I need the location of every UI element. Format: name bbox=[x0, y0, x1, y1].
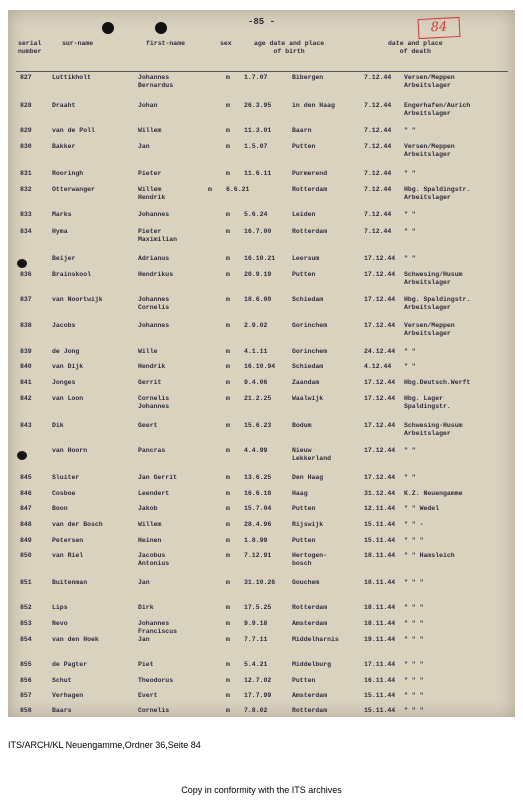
cell-first-name: Geert bbox=[138, 422, 158, 429]
cell-death-place: Versen/Meppen Arbeitslager bbox=[404, 322, 455, 337]
cell-first-name: Cornelis Johannes bbox=[138, 395, 170, 410]
cell-birth-date: 15.7.04 bbox=[244, 505, 272, 512]
cell-birth-date: 21.2.25 bbox=[244, 395, 272, 402]
cell-birth-place: Schiedam bbox=[292, 363, 324, 370]
cell-first-name: Johannes bbox=[138, 211, 170, 218]
cell-surname: Verhagen bbox=[52, 692, 84, 699]
cell-first-name: Willem bbox=[138, 127, 162, 134]
cell-first-name: Jakob bbox=[138, 505, 158, 512]
cell-serial-number: 827 bbox=[20, 74, 32, 81]
cell-serial-number: 852 bbox=[20, 604, 32, 611]
ink-blot-icon bbox=[17, 451, 27, 460]
cell-death-place: " " " bbox=[404, 636, 424, 643]
cell-birth-date: 6.6.21 bbox=[226, 186, 250, 193]
cell-birth-place: Leiden bbox=[292, 211, 316, 218]
cell-birth-place: Hertogen- bosch bbox=[292, 552, 328, 567]
cell-birth-place: Putten bbox=[292, 537, 316, 544]
cell-transfer-date: 7.12.44 bbox=[364, 211, 392, 218]
cell-surname: Baars bbox=[52, 707, 72, 714]
cell-birth-date: 4.4.99 bbox=[244, 447, 268, 454]
cell-death-place: " " " bbox=[404, 620, 424, 627]
cell-transfer-date: 17.12.44 bbox=[364, 255, 396, 262]
cell-sex: m bbox=[226, 692, 230, 699]
cell-birth-place: Middelharnis bbox=[292, 636, 339, 643]
cell-death-place: " " bbox=[404, 447, 416, 454]
cell-birth-date: 16.7.00 bbox=[244, 228, 272, 235]
cell-serial-number: 829 bbox=[20, 127, 32, 134]
cell-death-place: " " " bbox=[404, 692, 424, 699]
cell-transfer-date: 18.11.44 bbox=[364, 579, 396, 586]
cell-birth-place: Gorinchem bbox=[292, 348, 328, 355]
cell-serial-number: 843 bbox=[20, 422, 32, 429]
cell-birth-place: Amsterdam bbox=[292, 620, 328, 627]
cell-death-place: " " bbox=[404, 228, 416, 235]
cell-transfer-date: 7.12.44 bbox=[364, 186, 392, 193]
cell-surname: Otterwanger bbox=[52, 186, 95, 193]
cell-first-name: Johannes bbox=[138, 322, 170, 329]
cell-transfer-date: 17.11.44 bbox=[364, 661, 396, 668]
cell-surname: Marks bbox=[52, 211, 72, 218]
archive-caption: ITS/ARCH/KL Neuengamme,Ordner 36,Seite 84 bbox=[8, 740, 201, 750]
header-death: date and place of death bbox=[388, 40, 443, 55]
cell-surname: van de Poll bbox=[52, 127, 95, 134]
cell-transfer-date: 7.12.44 bbox=[364, 127, 392, 134]
cell-surname: Bakker bbox=[52, 143, 76, 150]
cell-sex: m bbox=[226, 636, 230, 643]
cell-birth-place: Haag bbox=[292, 490, 308, 497]
cell-transfer-date: 17.12.44 bbox=[364, 447, 396, 454]
cell-serial-number: 854 bbox=[20, 636, 32, 643]
cell-birth-date: 11.3.01 bbox=[244, 127, 272, 134]
cell-first-name: Pieter bbox=[138, 170, 162, 177]
cell-birth-place: Den Haag bbox=[292, 474, 324, 481]
cell-transfer-date: 12.11.44 bbox=[364, 505, 396, 512]
cell-birth-date: 13.6.25 bbox=[244, 474, 272, 481]
cell-death-place: " " " bbox=[404, 604, 424, 611]
cell-death-place: Engerhafen/Aurich Arbeitslager bbox=[404, 102, 471, 117]
cell-first-name: Theodorus bbox=[138, 677, 174, 684]
cell-serial-number: 858 bbox=[20, 707, 32, 714]
cell-birth-place: Putten bbox=[292, 143, 316, 150]
cell-birth-place: Gorinchem bbox=[292, 322, 328, 329]
cell-sex: m bbox=[226, 537, 230, 544]
cell-death-place: Versen/Meppen Arbeitslager bbox=[404, 74, 455, 89]
cell-serial-number: 828 bbox=[20, 102, 32, 109]
cell-serial-number: 851 bbox=[20, 579, 32, 586]
cell-surname: Draaht bbox=[52, 102, 76, 109]
cell-sex: m bbox=[226, 395, 230, 402]
punch-hole-icon bbox=[155, 22, 167, 34]
cell-surname: de Jong bbox=[52, 348, 80, 355]
cell-sex: m bbox=[226, 474, 230, 481]
cell-first-name: Evert bbox=[138, 692, 158, 699]
cell-sex: m bbox=[226, 255, 230, 262]
cell-serial-number: 836 bbox=[20, 271, 32, 278]
cell-surname: Hyma bbox=[52, 228, 68, 235]
cell-transfer-date: 18.11.44 bbox=[364, 552, 396, 559]
cell-transfer-date: 19.11.44 bbox=[364, 636, 396, 643]
cell-birth-date: 26.3.95 bbox=[244, 102, 272, 109]
cell-sex: m bbox=[226, 379, 230, 386]
cell-first-name: Heinen bbox=[138, 537, 162, 544]
cell-first-name: Willem Hendrik bbox=[138, 186, 166, 201]
cell-death-place: Hbg.Deutsch.Werft bbox=[404, 379, 471, 386]
header-first-name: first-name bbox=[146, 40, 186, 47]
cell-death-place: " " Hamsleich bbox=[404, 552, 455, 559]
red-stamp: 84 bbox=[418, 17, 461, 39]
cell-transfer-date: 17.12.44 bbox=[364, 422, 396, 429]
cell-serial-number: 850 bbox=[20, 552, 32, 559]
cell-sex: m bbox=[226, 677, 230, 684]
cell-birth-date: 20.9.19 bbox=[244, 271, 272, 278]
cell-surname: Cosboe bbox=[52, 490, 76, 497]
cell-death-place: Versen/Meppen Arbeitslager bbox=[404, 143, 455, 158]
cell-birth-date: 1.8.99 bbox=[244, 537, 268, 544]
header-serial: serial number bbox=[18, 40, 42, 55]
cell-death-place: " " bbox=[404, 474, 416, 481]
cell-surname: van Riel bbox=[52, 552, 84, 559]
cell-birth-date: 12.7.02 bbox=[244, 677, 272, 684]
cell-death-place: " " " bbox=[404, 579, 424, 586]
cell-transfer-date: 15.11.44 bbox=[364, 692, 396, 699]
cell-serial-number: 856 bbox=[20, 677, 32, 684]
cell-sex: m bbox=[226, 143, 230, 150]
header-rule bbox=[16, 71, 508, 72]
cell-sex: m bbox=[226, 296, 230, 303]
page-number: -85 - bbox=[247, 17, 275, 27]
cell-surname: van Dijk bbox=[52, 363, 84, 370]
cell-sex: m bbox=[226, 170, 230, 177]
cell-sex: m bbox=[226, 363, 230, 370]
cell-first-name: Jan bbox=[138, 143, 150, 150]
cell-death-place: Hbg. Spaldingstr. Arbeitslager bbox=[404, 186, 471, 201]
cell-surname: van Noortwijk bbox=[52, 296, 103, 303]
cell-serial-number: 848 bbox=[20, 521, 32, 528]
cell-birth-date: 16.6.18 bbox=[244, 490, 272, 497]
cell-sex: m bbox=[226, 74, 230, 81]
cell-sex: m bbox=[226, 102, 230, 109]
cell-death-place: Hbg. Lager Spaldingstr. bbox=[404, 395, 451, 410]
cell-first-name: Leendert bbox=[138, 490, 170, 497]
cell-transfer-date: 18.11.44 bbox=[364, 620, 396, 627]
cell-birth-place: Baarn bbox=[292, 127, 312, 134]
cell-death-place: " " Wedel bbox=[404, 505, 440, 512]
cell-death-place: " " bbox=[404, 170, 416, 177]
cell-birth-place: Leersum bbox=[292, 255, 320, 262]
cell-first-name: Pancras bbox=[138, 447, 166, 454]
cell-transfer-date: 15.11.44 bbox=[364, 537, 396, 544]
cell-transfer-date: 7.12.44 bbox=[364, 74, 392, 81]
cell-death-place: " " " bbox=[404, 707, 424, 714]
cell-death-place: " " " bbox=[404, 661, 424, 668]
cell-surname: Boon bbox=[52, 505, 68, 512]
cell-surname: Rooringh bbox=[52, 170, 84, 177]
ink-blot-icon bbox=[17, 259, 27, 268]
cell-sex: m bbox=[226, 490, 230, 497]
cell-birth-place: Rotterdam bbox=[292, 228, 328, 235]
cell-death-place: " " " bbox=[404, 537, 424, 544]
cell-birth-date: 17.7.99 bbox=[244, 692, 272, 699]
cell-serial-number: 847 bbox=[20, 505, 32, 512]
cell-birth-date: 5.4.21 bbox=[244, 661, 268, 668]
cell-first-name: Dirk bbox=[138, 604, 154, 611]
cell-serial-number: 833 bbox=[20, 211, 32, 218]
cell-serial-number: 831 bbox=[20, 170, 32, 177]
cell-sex: m bbox=[226, 604, 230, 611]
cell-first-name: Johannes Franciscus bbox=[138, 620, 178, 635]
cell-sex: m bbox=[226, 127, 230, 134]
cell-serial-number: 834 bbox=[20, 228, 32, 235]
cell-sex: m bbox=[226, 211, 230, 218]
cell-transfer-date: 18.11.44 bbox=[364, 604, 396, 611]
cell-transfer-date: 15.11.44 bbox=[364, 521, 396, 528]
cell-transfer-date: 16.11.44 bbox=[364, 677, 396, 684]
cell-sex: m bbox=[226, 322, 230, 329]
cell-serial-number: 830 bbox=[20, 143, 32, 150]
cell-transfer-date: 15.11.44 bbox=[364, 707, 396, 714]
archive-document bbox=[8, 10, 515, 717]
cell-surname: Brainskool bbox=[52, 271, 92, 278]
cell-birth-date: 5.6.24 bbox=[244, 211, 268, 218]
cell-death-place: Schwesing/Husum Arbeitslager bbox=[404, 271, 463, 286]
cell-sex: m bbox=[226, 661, 230, 668]
cell-birth-date: 4.1.11 bbox=[244, 348, 268, 355]
cell-serial-number: 841 bbox=[20, 379, 32, 386]
cell-first-name: Johannes Cornelis bbox=[138, 296, 170, 311]
cell-death-place: " " bbox=[404, 363, 416, 370]
cell-birth-date: 28.4.96 bbox=[244, 521, 272, 528]
cell-serial-number: 839 bbox=[20, 348, 32, 355]
cell-transfer-date: 17.12.44 bbox=[364, 271, 396, 278]
cell-surname: Nevo bbox=[52, 620, 68, 627]
cell-sex: m bbox=[226, 579, 230, 586]
cell-serial-number: 846 bbox=[20, 490, 32, 497]
cell-birth-date: 7.12.91 bbox=[244, 552, 272, 559]
cell-serial-number: 838 bbox=[20, 322, 32, 329]
cell-surname: van der Bosch bbox=[52, 521, 103, 528]
cell-death-place: " " bbox=[404, 211, 416, 218]
cell-serial-number: 857 bbox=[20, 692, 32, 699]
cell-surname: Schut bbox=[52, 677, 72, 684]
cell-surname: Jacobs bbox=[52, 322, 76, 329]
cell-birth-date: 31.10.26 bbox=[244, 579, 276, 586]
cell-serial-number: 845 bbox=[20, 474, 32, 481]
cell-death-place: K.Z. Neuengamme bbox=[404, 490, 463, 497]
cell-first-name: Johan bbox=[138, 102, 158, 109]
cell-transfer-date: 17.12.44 bbox=[364, 296, 396, 303]
punch-hole-icon bbox=[102, 22, 114, 34]
cell-surname: Luttikholt bbox=[52, 74, 92, 81]
cell-birth-place: Amsterdam bbox=[292, 692, 328, 699]
cell-surname: de Pagter bbox=[52, 661, 88, 668]
cell-surname: Jonges bbox=[52, 379, 76, 386]
cell-first-name: Jacobus Antonius bbox=[138, 552, 170, 567]
cell-surname: Petersen bbox=[52, 537, 84, 544]
cell-sex: m bbox=[226, 422, 230, 429]
cell-surname: Dik bbox=[52, 422, 64, 429]
cell-birth-place: Rotterdam bbox=[292, 186, 328, 193]
cell-transfer-date: 17.12.44 bbox=[364, 379, 396, 386]
cell-surname: van Loon bbox=[52, 395, 84, 402]
cell-serial-number: 853 bbox=[20, 620, 32, 627]
cell-death-place: " " bbox=[404, 348, 416, 355]
cell-death-place: " " - bbox=[404, 521, 424, 528]
cell-death-place: " " bbox=[404, 255, 416, 262]
cell-surname: van den Hoek bbox=[52, 636, 99, 643]
header-sex: sex bbox=[220, 40, 232, 47]
cell-birth-place: Purmerend bbox=[292, 170, 328, 177]
cell-surname: Buitenman bbox=[52, 579, 88, 586]
cell-sex: m bbox=[226, 707, 230, 714]
cell-birth-place: Rotterdam bbox=[292, 604, 328, 611]
cell-first-name: Jan bbox=[138, 579, 150, 586]
cell-sex: m bbox=[226, 348, 230, 355]
cell-first-name: Pieter Maximilian bbox=[138, 228, 178, 243]
cell-death-place: " " " bbox=[404, 677, 424, 684]
cell-surname: Beijer bbox=[52, 255, 76, 262]
cell-birth-date: 18.6.00 bbox=[244, 296, 272, 303]
cell-transfer-date: 7.12.44 bbox=[364, 228, 392, 235]
cell-birth-date: 15.6.23 bbox=[244, 422, 272, 429]
cell-birth-place: Rotterdam bbox=[292, 707, 328, 714]
cell-transfer-date: 7.12.44 bbox=[364, 170, 392, 177]
cell-surname: Lips bbox=[52, 604, 68, 611]
cell-transfer-date: 17.12.44 bbox=[364, 322, 396, 329]
cell-birth-place: Waalwijk bbox=[292, 395, 324, 402]
cell-first-name: Hendrik bbox=[138, 363, 166, 370]
cell-birth-place: Zaandam bbox=[292, 379, 320, 386]
cell-transfer-date: 24.12.44 bbox=[364, 348, 396, 355]
cell-sex: m bbox=[226, 620, 230, 627]
cell-first-name: Jan bbox=[138, 636, 150, 643]
cell-birth-date: 1.5.07 bbox=[244, 143, 268, 150]
cell-birth-date: 16.10.21 bbox=[244, 255, 276, 262]
cell-birth-place: Gouchem bbox=[292, 579, 320, 586]
header-surname: sur-name bbox=[62, 40, 94, 47]
cell-first-name: Wille bbox=[138, 348, 158, 355]
cell-birth-date: 2.9.02 bbox=[244, 322, 268, 329]
cell-serial-number: 840 bbox=[20, 363, 32, 370]
cell-sex: m bbox=[226, 505, 230, 512]
cell-transfer-date: 7.12.44 bbox=[364, 102, 392, 109]
cell-birth-place: Putten bbox=[292, 271, 316, 278]
cell-transfer-date: 17.12.44 bbox=[364, 395, 396, 402]
cell-death-place: Schwesing-Husum Arbeitslager bbox=[404, 422, 463, 437]
cell-death-place: " " bbox=[404, 127, 416, 134]
cell-birth-date: 11.6.11 bbox=[244, 170, 272, 177]
cell-birth-date: 9.9.18 bbox=[244, 620, 268, 627]
cell-birth-place: Schiedam bbox=[292, 296, 324, 303]
cell-sex: m bbox=[226, 552, 230, 559]
cell-birth-date: 7.8.02 bbox=[244, 707, 268, 714]
cell-first-name: Gerrit bbox=[138, 379, 162, 386]
cell-sex: m bbox=[226, 521, 230, 528]
cell-birth-date: 1.7.07 bbox=[244, 74, 268, 81]
cell-first-name: Piet bbox=[138, 661, 154, 668]
cell-birth-place: Putten bbox=[292, 505, 316, 512]
cell-transfer-date: 31.12.44 bbox=[364, 490, 396, 497]
table-header bbox=[8, 40, 515, 70]
header-birth: age date and place of birth bbox=[254, 40, 325, 55]
cell-serial-number: 842 bbox=[20, 395, 32, 402]
cell-sex: m bbox=[226, 228, 230, 235]
cell-first-name: Hendrikus bbox=[138, 271, 174, 278]
cell-first-name: Jan Gerrit bbox=[138, 474, 178, 481]
cell-transfer-date: 7.12.44 bbox=[364, 143, 392, 150]
cell-surname: Sluiter bbox=[52, 474, 80, 481]
cell-birth-date: 9.4.06 bbox=[244, 379, 268, 386]
cell-serial-number: 832 bbox=[20, 186, 32, 193]
conformity-footer: Copy in conformity with the ITS archives bbox=[181, 785, 342, 795]
cell-birth-date: 17.5.25 bbox=[244, 604, 272, 611]
cell-birth-place: Rijswijk bbox=[292, 521, 324, 528]
cell-birth-date: 7.7.11 bbox=[244, 636, 268, 643]
cell-serial-number: 849 bbox=[20, 537, 32, 544]
cell-birth-place: Nieuw Lekkerland bbox=[292, 447, 332, 462]
cell-first-name: Willem bbox=[138, 521, 162, 528]
cell-transfer-date: 17.12.44 bbox=[364, 474, 396, 481]
cell-birth-date: 16.10.94 bbox=[244, 363, 276, 370]
cell-birth-place: Bibergen bbox=[292, 74, 324, 81]
cell-first-name: Johannes Bernardus bbox=[138, 74, 174, 89]
cell-sex: m bbox=[208, 186, 212, 193]
cell-sex: m bbox=[226, 447, 230, 454]
cell-surname: van Hoorn bbox=[52, 447, 88, 454]
cell-birth-place: Middelburg bbox=[292, 661, 332, 668]
cell-first-name: Cornelis bbox=[138, 707, 170, 714]
cell-sex: m bbox=[226, 271, 230, 278]
cell-transfer-date: 4.12.44 bbox=[364, 363, 392, 370]
cell-death-place: Hbg. Spaldingstr. Arbeitslager bbox=[404, 296, 471, 311]
cell-serial-number: 855 bbox=[20, 661, 32, 668]
cell-birth-place: Putten bbox=[292, 677, 316, 684]
cell-birth-place: Bodum bbox=[292, 422, 312, 429]
cell-serial-number: 837 bbox=[20, 296, 32, 303]
cell-first-name: Adrianus bbox=[138, 255, 170, 262]
cell-birth-place: in den Haag bbox=[292, 102, 335, 109]
